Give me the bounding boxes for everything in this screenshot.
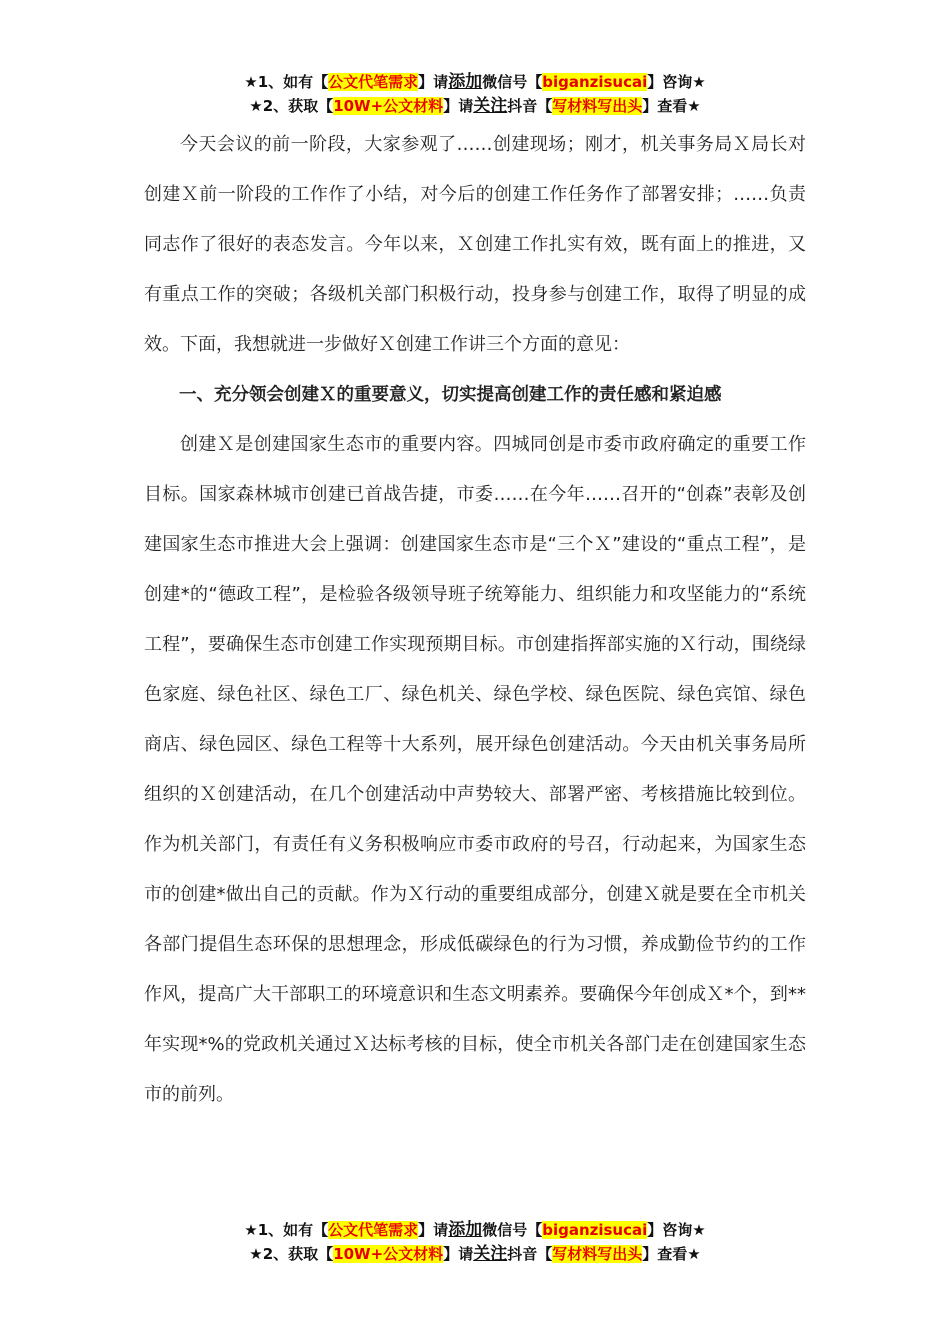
document-body: [144, 120, 806, 1120]
section-heading-1: 一、充分领会创建Ｘ的重要意义，切实提高创建工作的责任感和紧迫感: [179, 385, 722, 405]
banner-line-2: [0, 1242, 950, 1266]
banner-text: 】请: [443, 97, 474, 115]
header-banner: [0, 70, 950, 118]
banner-text: 抖音【: [507, 97, 553, 115]
banner-text: 抖音【: [507, 1245, 553, 1263]
banner-text: 微信号【: [482, 73, 543, 91]
highlight-materials: 10W+公文材料: [333, 97, 444, 115]
banner-text: 微信号【: [482, 1221, 543, 1239]
emphasis-follow: 关注: [473, 1244, 508, 1264]
section-1-paragraph: 创建Ｘ是创建国家生态市的重要内容。四城同创是市委市政府确定的重要工作目标。国家森林城市创建已首战告捷，市委……在今年……召开的“创森”表彰及创建国家生态市推进大会上强调：创建国家生态市是“三个Ｘ”建设的“重点工程”，是创建*的“德政工程”，是检验各级领导班子统筹能力、组织能力和攻坚能力的“系统工程”，要确保生态市创建工作实现预期目标。市创建指挥部实施的Ｘ行动，围绕绿色家庭、绿色社区、绿色工厂、绿色机关、绿色学校、绿色医院、绿色宾馆、绿色商店、绿色园区、绿色工程等十大系列，展开绿色创建活动。今天由机关事务局所组织的Ｘ创建活动，在几个创建活动中声势较大、部署严密、考核措施比较到位。作为机关部门，有责任有义务积极响应市委市政府的号召，行动起来，为国家生态市的创建*做出自己的贡献。作为Ｘ行动的重要组成部分，创建Ｘ就是要在全市机关各部门提倡生态环保的思想理念，形成低碳绿色的行为习惯，养成勤俭节约的工作作风，提高广大干部职工的环境意识和生态文明素养。要确保今年创成Ｘ*个，到**年实现*%的党政机关通过Ｘ达标考核的目标，使全市机关各部门走在创建国家生态市的前列。: [144, 434, 806, 1105]
banner-line-1: [0, 1218, 950, 1242]
banner-text: ★2、获取【: [249, 1245, 334, 1263]
highlight-wechat-id: biganzisucai: [542, 1221, 648, 1239]
banner-text: ★1、如有【: [244, 1221, 329, 1239]
emphasis-add: 添加: [448, 72, 483, 92]
highlight-service: 公文代笔需求: [328, 73, 419, 91]
banner-text: 】查看★: [642, 97, 701, 115]
highlight-douyin: 写材料写出头: [552, 97, 643, 115]
highlight-douyin: 写材料写出头: [552, 1245, 643, 1263]
emphasis-follow: 关注: [473, 96, 508, 116]
banner-text: 】请: [443, 1245, 474, 1263]
emphasis-add: 添加: [448, 1220, 483, 1240]
banner-text: 】请: [418, 73, 449, 91]
banner-text: 】咨询★: [647, 73, 706, 91]
banner-text: ★2、获取【: [249, 97, 334, 115]
highlight-wechat-id: biganzisucai: [542, 73, 648, 91]
intro-paragraph: 今天会议的前一阶段，大家参观了……创建现场；刚才，机关事务局Ｘ局长对创建Ｘ前一阶段的工作作了小结，对今后的创建工作任务作了部署安排；……负责同志作了很好的表态发言。今年以来，Ｘ创建工作扎实有效，既有面上的推进，又有重点工作的突破；各级机关部门积极行动，投身参与创建工作，取得了明显的成效。下面，我想就进一步做好Ｘ创建工作讲三个方面的意见：: [144, 134, 806, 355]
banner-line-1: [0, 70, 950, 94]
highlight-service: 公文代笔需求: [328, 1221, 419, 1239]
banner-text: 】请: [418, 1221, 449, 1239]
banner-text: 】咨询★: [647, 1221, 706, 1239]
footer-banner: [0, 1218, 950, 1266]
highlight-materials: 10W+公文材料: [333, 1245, 444, 1263]
banner-text: 】查看★: [642, 1245, 701, 1263]
banner-text: ★1、如有【: [244, 73, 329, 91]
banner-line-2: [0, 94, 950, 118]
